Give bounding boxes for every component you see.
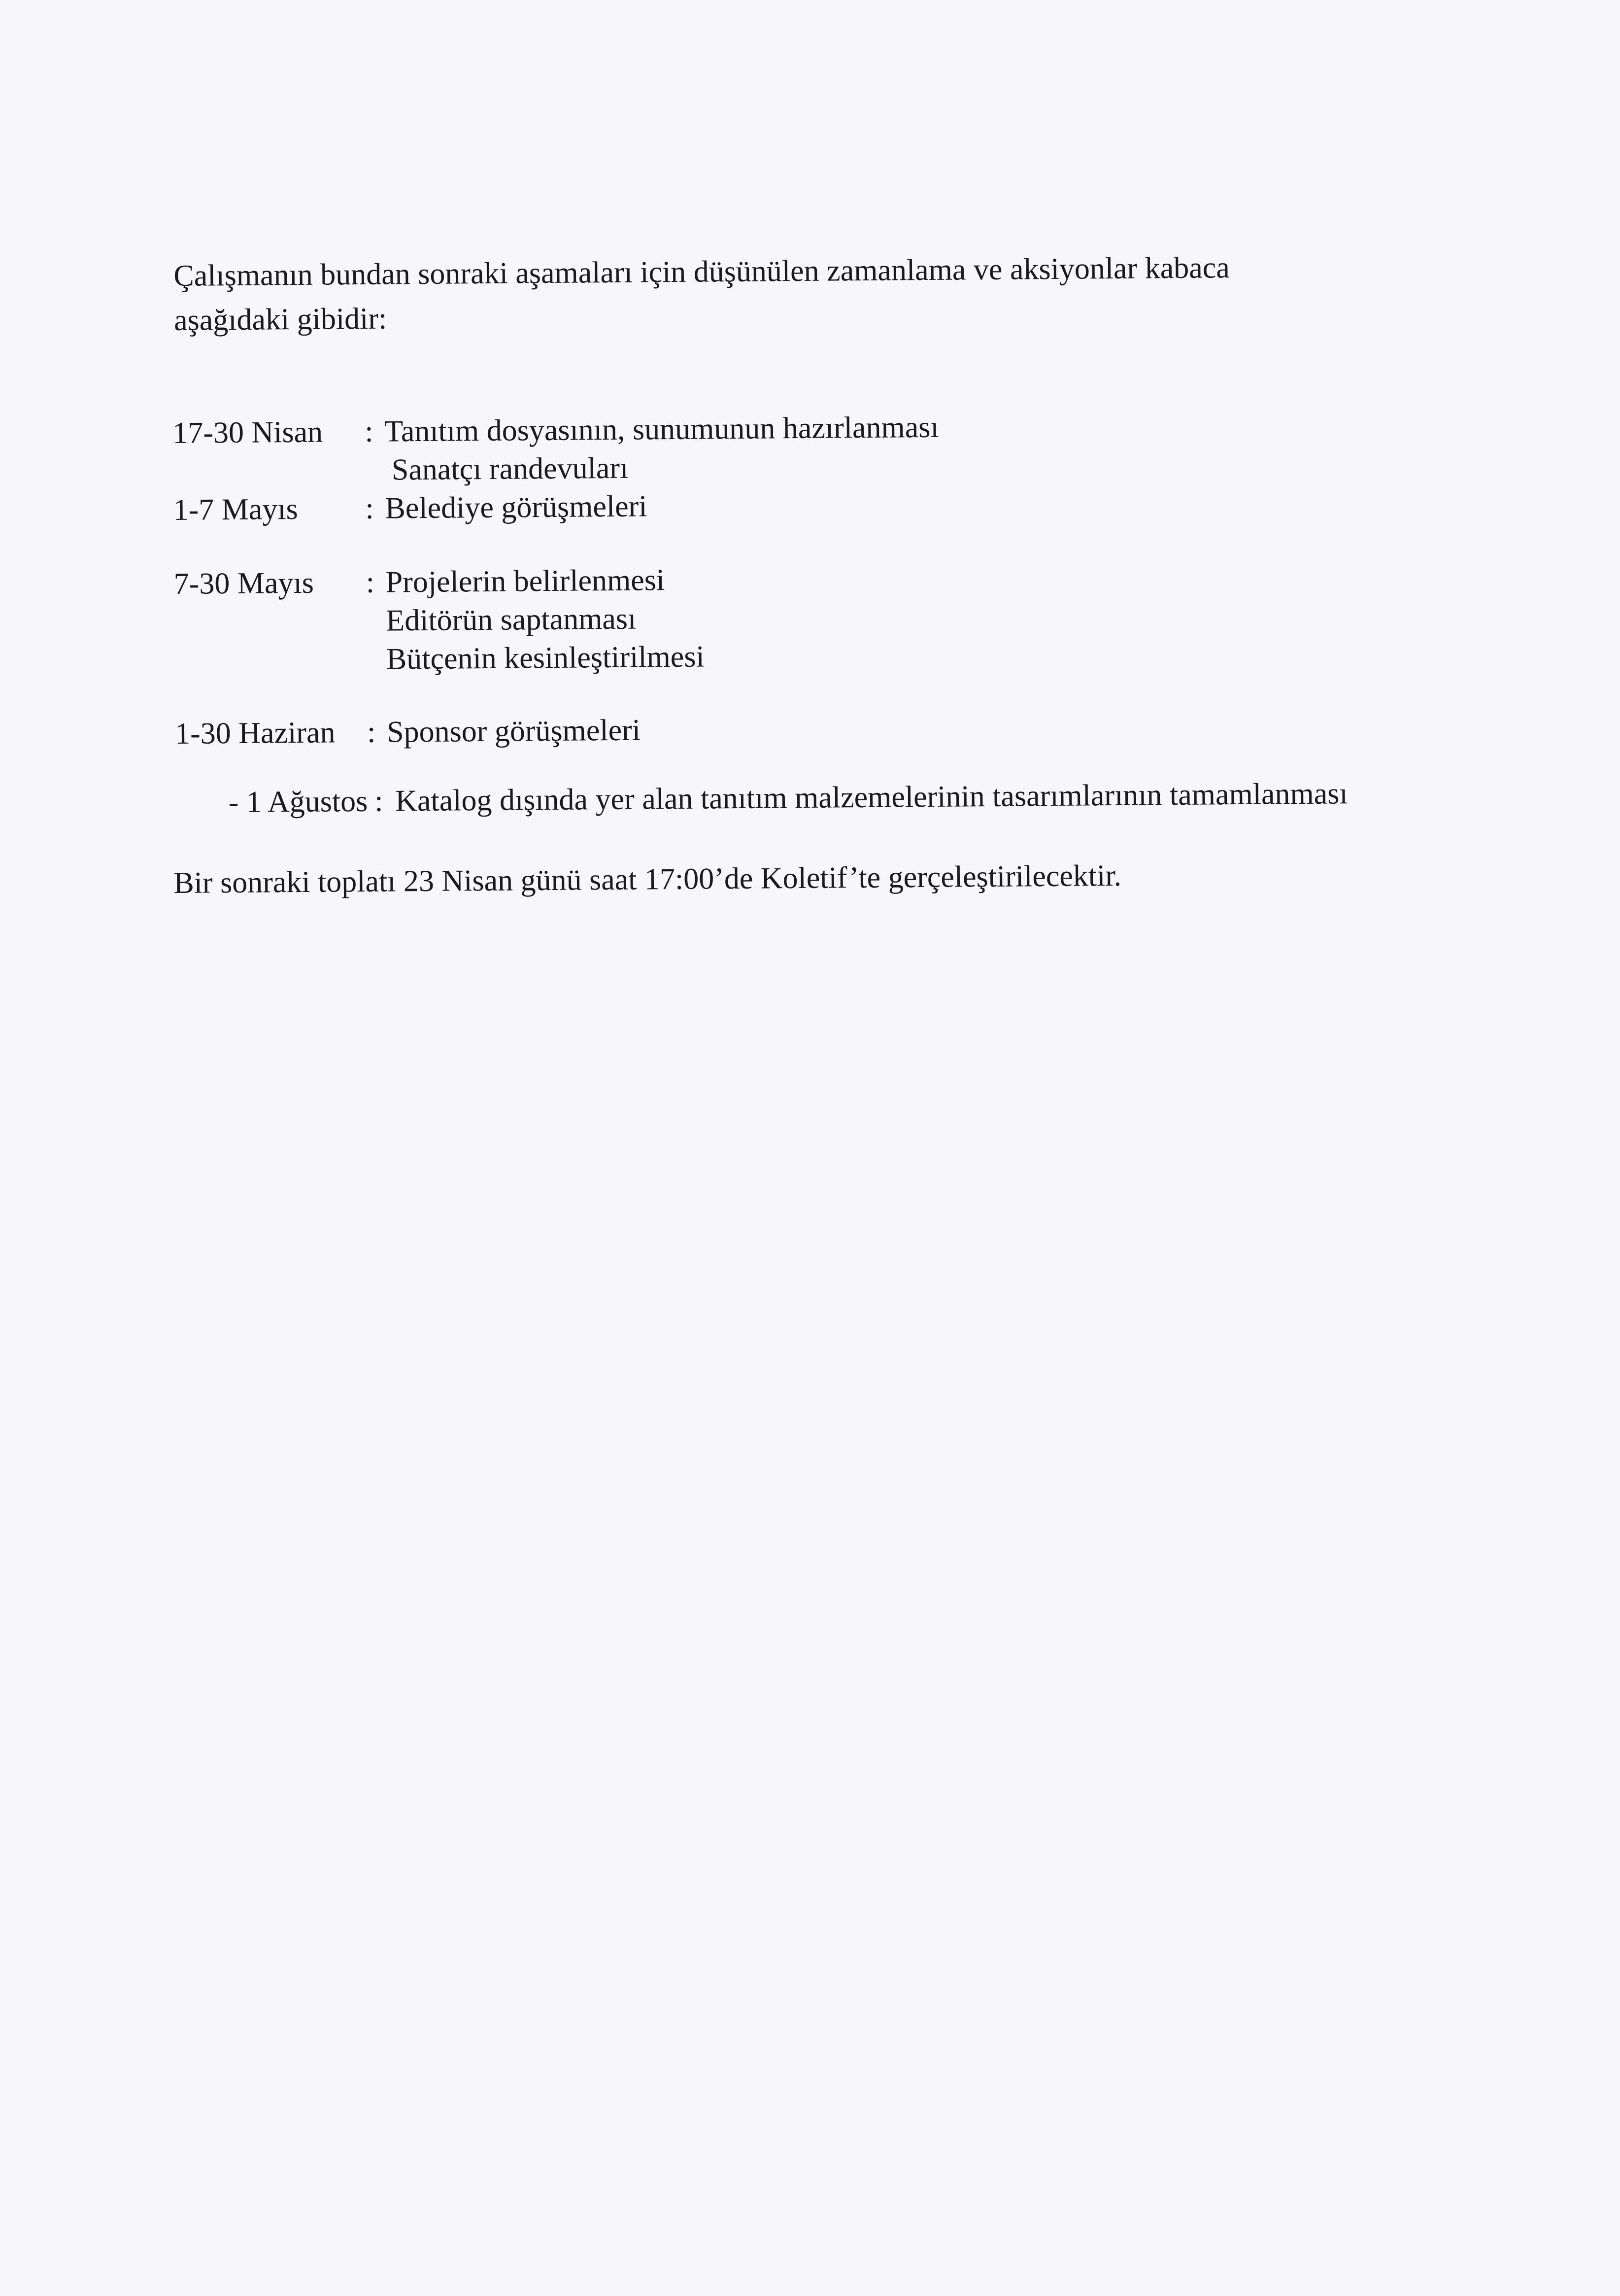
- intro-line-2: aşağıdaki gibidir:: [173, 302, 387, 337]
- schedule-items: [385, 554, 1465, 678]
- closing-sentence: Bir sonraki toplatı 23 Nisan günü saat 17:00’de Koletif’te gerçeleştirilecektir.: [173, 858, 1122, 900]
- schedule-row-nisan: [172, 404, 1464, 491]
- schedule-colon: :: [366, 565, 375, 599]
- schedule-item: Sponsor görüşmeleri: [386, 713, 641, 749]
- schedule-list: [172, 404, 1466, 822]
- schedule-items: [385, 480, 1464, 527]
- schedule-date: 7-30 Mayıs: [173, 566, 314, 601]
- schedule-row-agustos: [175, 773, 1467, 822]
- schedule-colon: :: [374, 784, 383, 818]
- schedule-item: Projelerin belirlenmesi: [385, 563, 665, 599]
- schedule-colon: :: [365, 491, 374, 525]
- schedule-date: 17-30 Nisan: [172, 415, 323, 450]
- schedule-item: Tanıtım dosyasının, sunumunun hazırlanması: [384, 410, 939, 448]
- schedule-items: [395, 773, 1467, 820]
- schedule-row-mayis-2: [173, 554, 1465, 680]
- schedule-items: [387, 704, 1466, 751]
- schedule-item: Katalog dışında yer alan tanıtım malzemelerinin tasarımlarının tamamlanması: [395, 777, 1348, 818]
- schedule-colon: :: [367, 715, 376, 749]
- schedule-date: 1-7 Mayıs: [173, 492, 298, 527]
- schedule-item: Sanatçı randevuları: [391, 451, 629, 487]
- intro-line-1: Çalışmanın bundan sonraki aşamaları için düşünülen zamanlama ve aksiyonlar kabaca: [173, 251, 1230, 293]
- schedule-date: 1-30 Haziran: [174, 716, 336, 751]
- schedule-items: [384, 404, 1464, 489]
- schedule-item: Bütçenin kesinleştirilmesi: [386, 640, 705, 676]
- schedule-item: Belediye görüşmeleri: [385, 489, 647, 525]
- schedule-date: - 1 Ağustos: [228, 784, 368, 820]
- schedule-item: Editörün saptanması: [386, 602, 637, 638]
- schedule-colon: :: [365, 414, 373, 448]
- schedule-row-haziran: [175, 704, 1466, 753]
- intro-paragraph: [173, 244, 1356, 343]
